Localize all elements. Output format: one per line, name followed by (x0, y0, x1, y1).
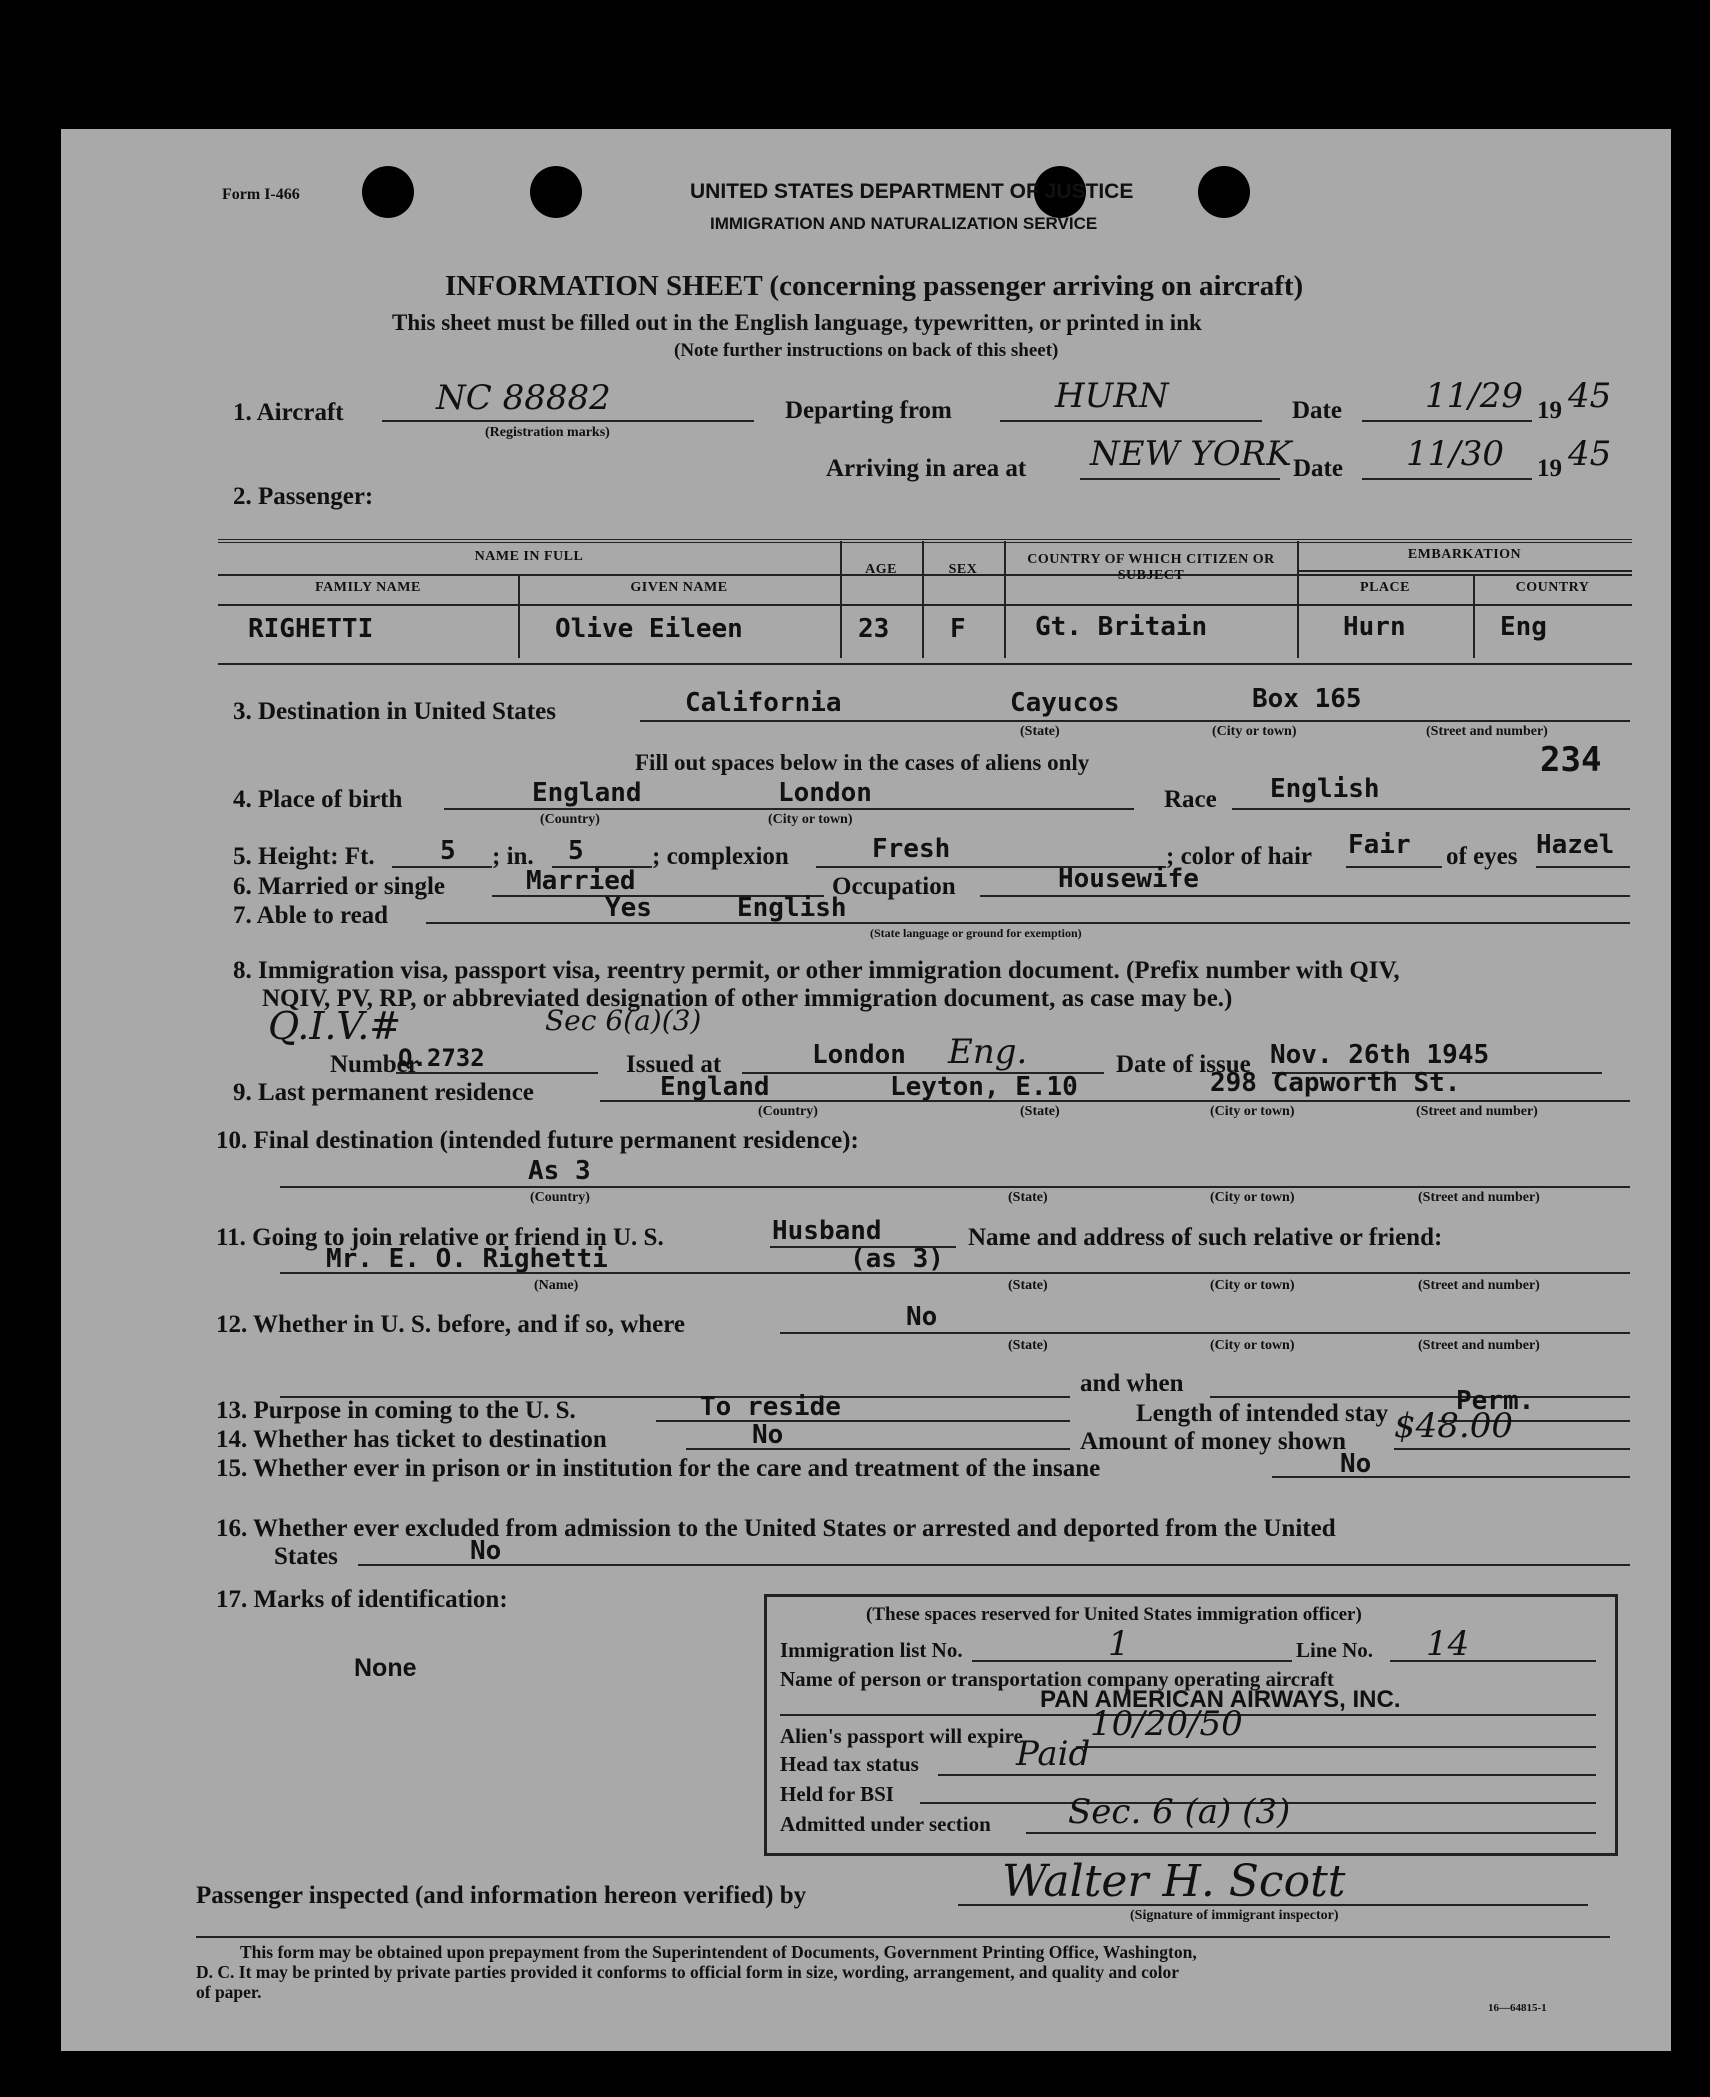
bsi-label: Held for BSI (780, 1782, 894, 1806)
last-residence-street-caption: (Street and number) (1416, 1104, 1538, 1119)
issued-at: London (812, 1040, 906, 1070)
final-destination-label: 10. Final destination (intended future permanent residence): (216, 1127, 859, 1154)
relative-name: Mr. E. O. Righetti (326, 1244, 608, 1274)
sex: F (950, 614, 966, 644)
ticket: No (752, 1420, 784, 1450)
signature-caption: (Signature of immigrant inspector) (1130, 1908, 1339, 1923)
excluded: No (470, 1536, 502, 1566)
able-to-read: Yes (605, 893, 652, 923)
height-inches: 5 (568, 836, 584, 866)
issue-date: Nov. 26th 1945 (1270, 1040, 1490, 1070)
last-residence-country: England (660, 1072, 770, 1102)
destination-state: California (685, 688, 842, 718)
issue-date-label: Date of issue (1116, 1051, 1251, 1078)
occupation-label: Occupation (832, 873, 956, 900)
inspection-label: Passenger inspected (and information hereon verified) by (196, 1882, 807, 1909)
print-code: 16—64815-1 (1488, 2002, 1547, 2014)
family-name-header: FAMILY NAME (315, 580, 421, 595)
relative-address: (as 3) (850, 1244, 944, 1274)
final-destination: As 3 (528, 1156, 591, 1186)
birth-city-caption: (City or town) (768, 812, 853, 827)
section-label: Admitted under section (780, 1812, 991, 1836)
relative-relation: Husband (772, 1216, 882, 1246)
issued-at-handwritten: Eng. (948, 1032, 1028, 1072)
relative-street-caption: (Street and number) (1418, 1278, 1540, 1293)
admitted-section: Sec. 6 (a) (3) (1068, 1792, 1291, 1832)
operator-label: Name of person or transportation company operating aircraft (780, 1667, 1334, 1691)
document-section-handwritten: Sec 6(a)(3) (545, 1004, 702, 1037)
departure-year: 45 (1568, 376, 1612, 416)
money-label: Amount of money shown (1080, 1428, 1347, 1455)
departing-label: Departing from (785, 397, 952, 424)
destination-state-caption: (State) (1020, 724, 1060, 739)
inches-label: ; in. (492, 843, 534, 870)
aircraft-label: 1. Aircraft (233, 399, 344, 426)
registration-caption: (Registration marks) (485, 425, 610, 440)
passport-label: Alien's passport will expire (780, 1724, 1023, 1748)
last-residence-town: Leyton, E.10 (890, 1072, 1078, 1102)
name-in-full-header: NAME IN FULL (474, 549, 584, 564)
last-residence-label: 9. Last permanent residence (233, 1079, 534, 1106)
document-type-handwritten: Q.I.V.# (268, 1004, 402, 1048)
punch-hole-2 (530, 166, 582, 218)
arriving-label: Arriving in area at (826, 455, 1027, 482)
final-country-caption: (Country) (530, 1190, 590, 1205)
line-number: 14 (1426, 1624, 1470, 1664)
footer-line-3: of paper. (196, 1982, 262, 2002)
given-name: Olive Eileen (555, 614, 743, 644)
departure-date: 11/29 (1425, 376, 1523, 416)
arrival-date-label: Date (1293, 455, 1343, 482)
document-number: Q.2732 (398, 1044, 485, 1072)
relative-city-caption: (City or town) (1210, 1278, 1295, 1293)
officer-box-title: (These spaces reserved for United States immigration officer) (866, 1604, 1362, 1625)
form-number: Form I-466 (222, 186, 300, 203)
citizenship: Gt. Britain (1035, 612, 1208, 642)
last-residence-country-caption: (Country) (758, 1104, 818, 1119)
destination-city-caption: (City or town) (1212, 724, 1297, 739)
destination-street-caption: (Street and number) (1426, 724, 1548, 739)
stay-length: Perm. (1456, 1386, 1535, 1416)
purpose-label: 13. Purpose in coming to the U. S. (216, 1397, 576, 1424)
marital-label: 6. Married or single (233, 873, 445, 900)
height-label: 5. Height: Ft. (233, 843, 375, 870)
age: 23 (858, 614, 890, 644)
birth-country: England (532, 778, 642, 808)
complexion-label: ; complexion (652, 843, 789, 870)
previous-visit: No (906, 1302, 938, 1332)
last-residence-city-caption: (City or town) (1210, 1104, 1295, 1119)
instruction-note: (Note further instructions on back of this sheet) (674, 340, 1059, 361)
excluded-label-1: 16. Whether ever excluded from admission to the United States or arrested and deported from the United (216, 1515, 1336, 1542)
age-header: AGE (865, 562, 897, 577)
marital-status: Married (526, 866, 636, 896)
stay-label: Length of intended stay (1136, 1400, 1389, 1427)
birth-city: London (778, 778, 872, 808)
arrival-date: 11/30 (1406, 434, 1504, 474)
eyes-label: of eyes (1446, 843, 1518, 870)
page-title: INFORMATION SHEET (concerning passenger arriving on aircraft) (445, 270, 1304, 302)
department-name: UNITED STATES DEPARTMENT OF JUSTICE (690, 180, 1134, 203)
punch-hole-1 (362, 166, 414, 218)
race: English (1270, 774, 1380, 804)
previous-street-caption: (Street and number) (1418, 1338, 1540, 1353)
given-name-header: GIVEN NAME (630, 580, 728, 595)
sex-header: SEX (948, 562, 978, 577)
tax-label: Head tax status (780, 1752, 919, 1776)
tax-status: Paid (1016, 1734, 1091, 1774)
previous-city-caption: (City or town) (1210, 1338, 1295, 1353)
prison-label: 15. Whether ever in prison or in institution for the care and treatment of the insane (216, 1455, 1101, 1482)
relative-state-caption: (State) (1008, 1278, 1048, 1293)
list-label: Immigration list No. (780, 1638, 963, 1662)
marks-label: 17. Marks of identification: (216, 1586, 508, 1613)
destination-street: Box 165 (1252, 684, 1362, 714)
sheet-number: 234 (1540, 740, 1602, 780)
document-label-1: 8. Immigration visa, passport visa, reentry permit, or other immigration document. (Prefix number with QIV, (233, 957, 1400, 984)
family-name: RIGHETTI (248, 614, 374, 644)
final-city-caption: (City or town) (1210, 1190, 1295, 1205)
marks: None (354, 1654, 417, 1682)
hair-color: Fair (1348, 830, 1411, 860)
when-label: and when (1080, 1370, 1184, 1397)
document-label-2: NQIV, PV, RP, or abbreviated designation of other immigration document, as case may be.) (262, 985, 1233, 1012)
hair-label: ; color of hair (1166, 843, 1313, 870)
birth-country-caption: (Country) (540, 812, 600, 827)
issued-at-label: Issued at (626, 1051, 722, 1078)
arrival-year: 45 (1568, 434, 1612, 474)
list-number: 1 (1108, 1624, 1130, 1664)
operator-name: PAN AMERICAN AIRWAYS, INC. (1040, 1686, 1401, 1713)
passenger-label: 2. Passenger: (233, 483, 374, 510)
relative-name-caption: (Name) (534, 1278, 579, 1293)
line-label: Line No. (1296, 1638, 1374, 1662)
arriving-at: NEW YORK (1090, 434, 1292, 474)
punch-hole-4 (1198, 166, 1250, 218)
purpose: To reside (700, 1392, 841, 1422)
footer-line-1: This form may be obtained upon prepayment from the Superintendent of Documents, Government Printing Office, Washington, (240, 1942, 1197, 1962)
money-amount: $48.00 (1394, 1406, 1513, 1446)
departing-from: HURN (1055, 376, 1169, 416)
prison: No (1340, 1449, 1372, 1479)
relative-label: 11. Going to join relative or friend in U. S. (216, 1224, 664, 1251)
footer-line-2: D. C. It may be printed by private parties provided it conforms to official form in size, wording, arrangement, and quality and color (196, 1962, 1180, 1982)
embarkation-header: EMBARKATION (1407, 547, 1522, 562)
last-residence-street: 298 Capworth St. (1210, 1068, 1461, 1098)
relative-name-address-label: Name and address of such relative or friend: (968, 1224, 1443, 1251)
embark-place-header: PLACE (1360, 580, 1410, 595)
document-number-label: Number (330, 1051, 419, 1078)
aircraft-registration: NC 88882 (436, 378, 611, 418)
read-language: English (737, 893, 847, 923)
embark-place: Hurn (1343, 612, 1406, 642)
aliens-note: Fill out spaces below in the cases of aliens only (635, 750, 1090, 775)
citizenship-header: COUNTRY OF WHICH CITIZEN OR SUBJECT (1027, 552, 1275, 583)
embark-country-header: COUNTRY (1515, 580, 1590, 595)
read-label: 7. Able to read (233, 902, 389, 929)
departure-year-prefix: 19 (1537, 397, 1562, 424)
complexion: Fresh (872, 834, 951, 864)
arrival-year-prefix: 19 (1537, 455, 1562, 482)
departure-date-label: Date (1292, 397, 1342, 424)
page-subtitle: This sheet must be filled out in the English language, typewritten, or printed in ink (392, 310, 1202, 335)
final-street-caption: (Street and number) (1418, 1190, 1540, 1205)
embark-country: Eng (1500, 612, 1547, 642)
eye-color: Hazel (1536, 830, 1615, 860)
passport-expiry: 10/20/50 (1090, 1704, 1243, 1744)
read-caption: (State language or ground for exemption) (870, 926, 1082, 940)
occupation: Housewife (1058, 864, 1199, 894)
height-feet: 5 (440, 836, 456, 866)
destination-label: 3. Destination in United States (233, 698, 556, 725)
ticket-label: 14. Whether has ticket to destination (216, 1426, 607, 1453)
destination-city: Cayucos (1010, 688, 1120, 718)
previous-state-caption: (State) (1008, 1338, 1048, 1353)
race-label: Race (1164, 786, 1217, 813)
last-residence-state-caption: (State) (1020, 1104, 1060, 1119)
previous-visit-label: 12. Whether in U. S. before, and if so, where (216, 1311, 685, 1338)
birth-label: 4. Place of birth (233, 786, 403, 813)
final-state-caption: (State) (1008, 1190, 1048, 1205)
excluded-label-2: States (274, 1543, 338, 1570)
inspector-signature: Walter H. Scott (1002, 1856, 1346, 1907)
service-name: IMMIGRATION AND NATURALIZATION SERVICE (710, 214, 1098, 233)
